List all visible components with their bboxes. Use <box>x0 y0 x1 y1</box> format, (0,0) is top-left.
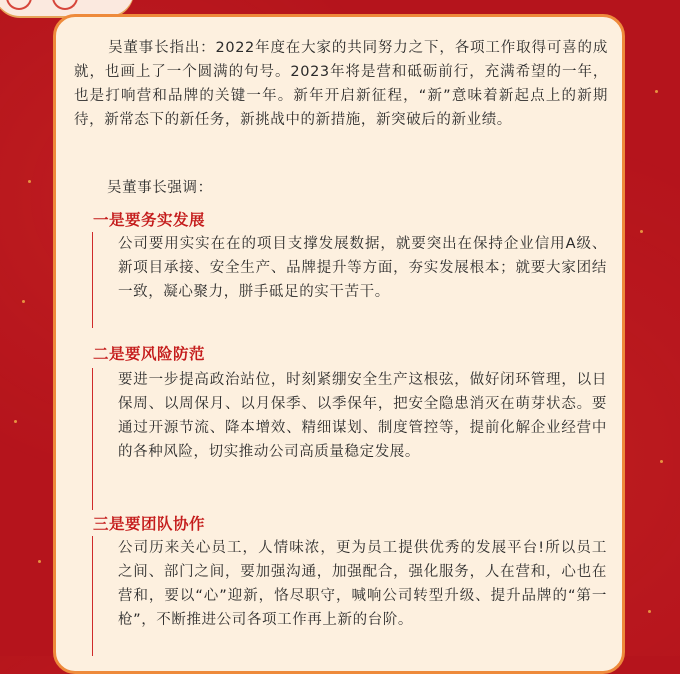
section-body: 公司要用实实在在的项目支撑发展数据，就要突出在保持企业信用A级、新项目承接、安全生产、品牌提升等方面，夯实发展根本；就要大家团结一致，凝心聚力，胼手砥足的实干苦干。 <box>118 236 607 300</box>
section-body-block <box>92 232 607 328</box>
section-body: 公司历来关心员工，人情味浓，更为员工提供优秀的发展平台!所以员工之间、部门之间，要加强沟通，加强配合，强化服务，人在营和，心也在营和，要以“心”迎新，恪尽职守，喊响公司转型升级、提升品牌的“第一枪”，不断推进公司各项工作再上新的台阶。 <box>118 540 607 628</box>
section-heading: 一是要务实发展 <box>93 211 206 229</box>
section-body-block <box>92 536 607 656</box>
cloud-swirl-icon <box>6 0 32 10</box>
section-heading: 三是要团队协作 <box>93 515 206 533</box>
lead-paragraph: 吴董事长强调： <box>107 180 213 196</box>
section-body-block <box>92 368 607 510</box>
section-body: 要进一步提高政治站位，时刻紧绷安全生产这根弦，做好闭环管理，以日保周、以周保月、以月保季、以季保年，把安全隐患消灭在萌芽状态。要通过开源节流、降本增效、精细谋划、制度管控等，提前化解企业经营中的各种风险，切实推动公司高质量稳定发展。 <box>118 372 607 460</box>
cloud-swirl-icon <box>52 0 78 10</box>
intro-paragraph: 吴董事长指出：2022年度在大家的共同努力之下，各项工作取得可喜的成就，也画上了一个圆满的句号。2023年将是营和砥砺前行，充满希望的一年，也是打响营和品牌的关键一年。新年开启新征程，“新”意味着新起点上的新期待，新常态下的新任务，新挑战中的新措施，新突破后的新业绩。 <box>74 40 608 128</box>
section-heading: 二是要风险防范 <box>93 345 206 363</box>
